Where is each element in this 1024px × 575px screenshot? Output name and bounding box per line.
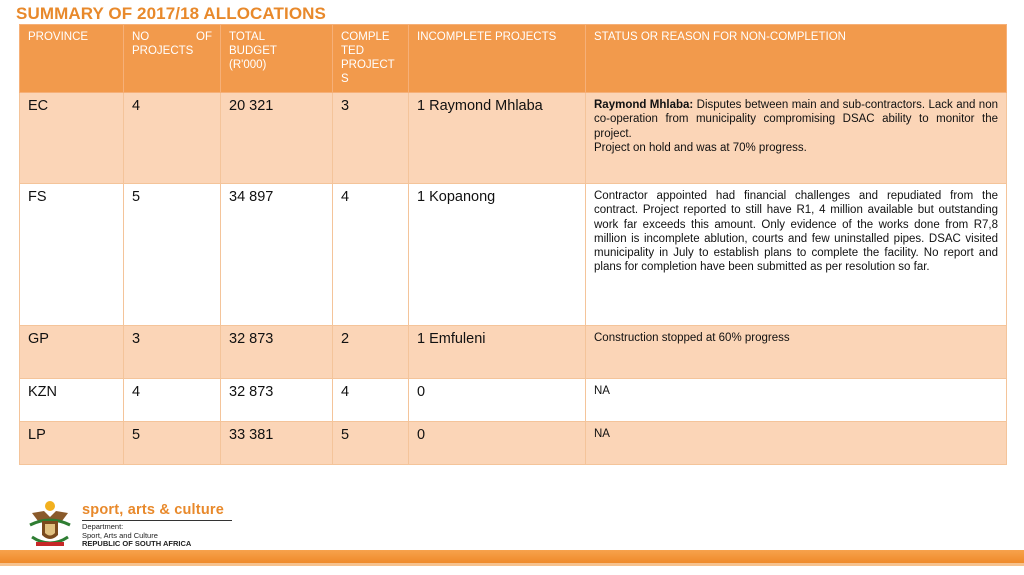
brand-divider [82, 520, 232, 521]
table-row [20, 422, 1007, 465]
cell-completed: 4 [333, 379, 409, 422]
cell-status: NA [586, 422, 1007, 465]
cell-projects: 5 [124, 422, 221, 465]
cell-completed: 2 [333, 326, 409, 379]
cell-completed: 3 [333, 93, 409, 184]
cell-budget: 20 321 [221, 93, 333, 184]
cell-budget: 32 873 [221, 326, 333, 379]
header-status: STATUS OR REASON FOR NON-COMPLETION [586, 25, 1007, 93]
table-row [20, 184, 1007, 326]
status-extra: Project on hold and was at 70% progress. [594, 141, 807, 154]
cell-projects: 4 [124, 379, 221, 422]
cell-budget: 33 381 [221, 422, 333, 465]
cell-province: LP [20, 422, 124, 465]
cell-incomplete: 1 Raymond Mhlaba [409, 93, 586, 184]
header-province: PROVINCE [20, 25, 124, 93]
status-lead: Raymond Mhlaba: [594, 99, 694, 111]
coat-of-arms-icon [26, 499, 74, 549]
cell-status: NA [586, 379, 1007, 422]
cell-province: GP [20, 326, 124, 379]
table-row [20, 93, 1007, 184]
cell-incomplete: 0 [409, 379, 586, 422]
cell-incomplete: 1 Emfuleni [409, 326, 586, 379]
cell-projects: 4 [124, 93, 221, 184]
cell-completed: 5 [333, 422, 409, 465]
header-total-budget [221, 25, 333, 93]
brand-line-department: Department: [82, 522, 124, 531]
cell-incomplete: 0 [409, 422, 586, 465]
allocations-table [19, 24, 1007, 465]
cell-completed: 4 [333, 184, 409, 326]
table-header-row [20, 25, 1007, 93]
cell-status [586, 93, 1007, 184]
brand-line-country: REPUBLIC OF SOUTH AFRICA [82, 539, 192, 548]
status-text: Disputes between main and sub-contractors. Lack and non co-operation from municipality compromising DSAC ability to monitor the project. [594, 99, 998, 140]
page-title: SUMMARY OF 2017/18 ALLOCATIONS [16, 4, 326, 23]
brand-name: sport, arts & culture [82, 502, 224, 518]
table-row [20, 379, 1007, 422]
cell-province: KZN [20, 379, 124, 422]
table-row [20, 326, 1007, 379]
department-branding [82, 502, 232, 549]
cell-status: Construction stopped at 60% progress [586, 326, 1007, 379]
cell-budget: 32 873 [221, 379, 333, 422]
header-no-of-projects: NO OF PROJECTS [124, 25, 221, 93]
cell-incomplete: 1 Kopanong [409, 184, 586, 326]
header-budget-line-2: BUDGET [229, 45, 277, 57]
header-completed-projects: COMPLE TED PROJECT S [333, 25, 409, 93]
cell-status: Contractor appointed had financial challenges and repudiated from the contract. Project reported to still have R1, 4 million available but outstanding work far exceeds this amount. Only evidence of the works done from R7,8 million is incomplete ablution, courts and few uninstalled pipes. DSAC visited municipality in July to establish plans to complete the facility. No report and plans for completion have been submitted as per resolution so far. [586, 184, 1007, 326]
footer-bar [0, 550, 1024, 563]
brand-line-name: Sport, Arts and Culture [82, 530, 158, 540]
cell-projects: 5 [124, 184, 221, 326]
cell-province: EC [20, 93, 124, 184]
cell-projects: 3 [124, 326, 221, 379]
footer-underline [0, 563, 1024, 566]
header-budget-line-1: TOTAL [229, 31, 265, 43]
header-incomplete-projects: INCOMPLETE PROJECTS [409, 25, 586, 93]
header-budget-line-3: (R'000) [229, 59, 267, 71]
cell-budget: 34 897 [221, 184, 333, 326]
cell-province: FS [20, 184, 124, 326]
